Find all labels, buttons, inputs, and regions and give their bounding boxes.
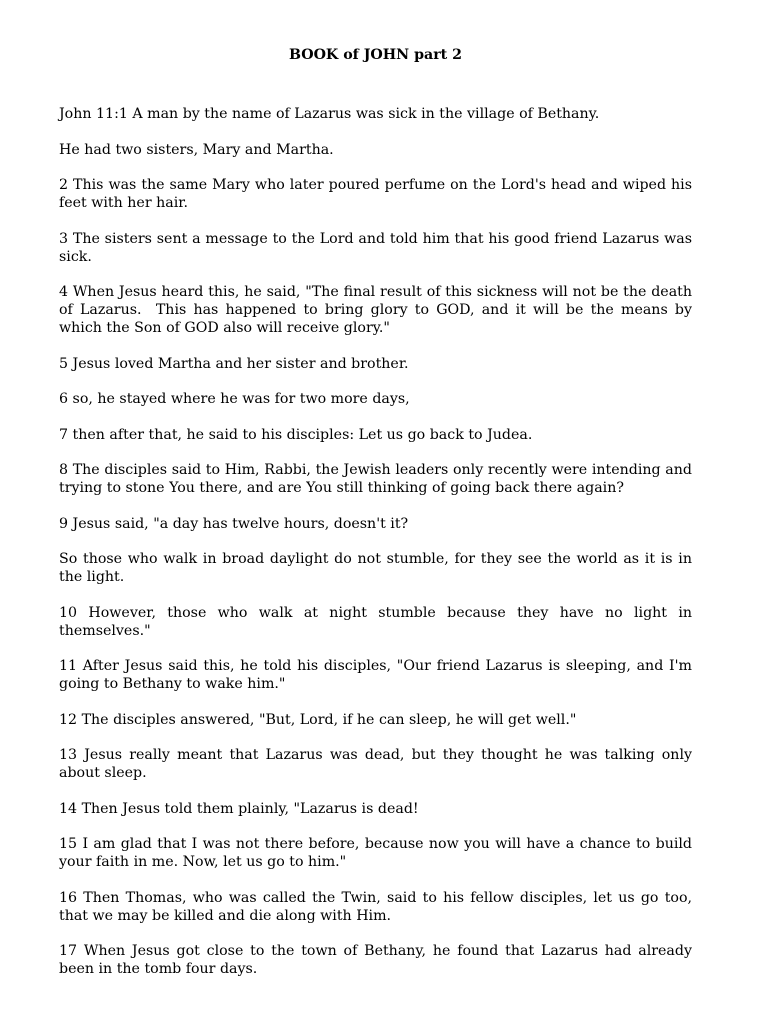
paragraph: 2 This was the same Mary who later poured perfume on the Lord's head and wiped his feet with her hair. [59,177,697,211]
paragraph: 7 then after that, he said to his disciples: Let us go back to Judea. [59,426,533,443]
paragraph: 6 so, he stayed where he was for two more days, [59,391,410,407]
paragraph: 13 Jesus really meant that Lazarus was dead, but they thought he was talking only about sleep. [59,747,697,781]
paragraph: 11 After Jesus said this, he told his disciples, "Our friend Lazarus is sleeping, and I'm going to Bethany to wake him." [59,658,697,692]
paragraph: He had two sisters, Mary and Martha. [59,141,334,158]
paragraph: 5 Jesus loved Martha and her sister and brother. [59,355,409,372]
paragraph: 4 When Jesus heard this, he said, "The final result of this sickness will not be the death of Lazarus. This has happened to bring glory to GOD, and it will be the means by which the Son of GOD also will receive glory." [59,284,697,336]
paragraph: 14 Then Jesus told them plainly, "Lazarus is dead! [59,800,419,817]
paragraph: 16 Then Thomas, who was called the Twin, said to his fellow disciples, let us go too, that we may be killed and die along with Him. [59,889,697,924]
paragraph: John 11:1 A man by the name of Lazarus was sick in the village of Bethany. [59,106,600,122]
document-body [59,105,697,996]
paragraph: 15 I am glad that I was not there before, because now you will have a chance to build your faith in me. Now, let us go to him." [59,836,697,870]
paragraph: So those who walk in broad daylight do not stumble, for they see the world as it is in the light. [59,551,697,585]
paragraph: 17 When Jesus got close to the town of Bethany, he found that Lazarus had already been in the tomb four days. [59,943,697,977]
paragraph: 12 The disciples answered, "But, Lord, if he can sleep, he will get well." [59,711,577,728]
paragraph: 9 Jesus said, "a day has twelve hours, doesn't it? [59,515,409,532]
document-title: BOOK of JOHN part 2 [288,47,463,63]
paragraph: 3 The sisters sent a message to the Lord and told him that his good friend Lazarus was sick. [59,230,697,265]
paragraph: 10 However, those who walk at night stumble because they have no light in themselves." [59,604,697,639]
paragraph: 8 The disciples said to Him, Rabbi, the Jewish leaders only recently were intending and trying to stone You there, and are You still thinking of going back there again? [59,462,697,496]
